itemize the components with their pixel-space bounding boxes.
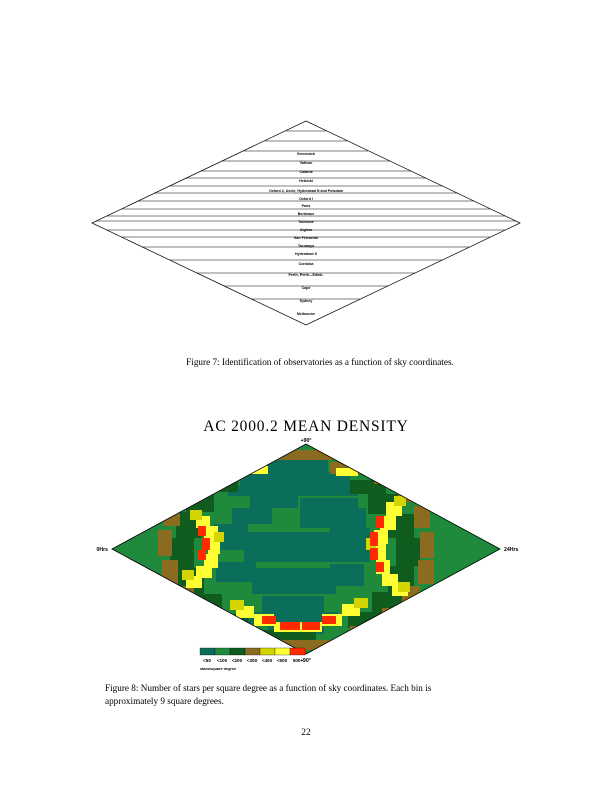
observatory-label: Helsinki — [299, 179, 313, 183]
legend-swatch — [245, 648, 260, 655]
observatory-label: San Fernando — [294, 236, 318, 240]
mean-density-skymap — [0, 436, 612, 676]
legend-label: <500 — [276, 658, 288, 663]
legend-label: <50 — [203, 658, 211, 663]
legend-swatch — [290, 648, 305, 655]
legend-label: <100 — [216, 658, 228, 663]
observatory-label: Cape — [301, 286, 311, 290]
page-number: 22 — [301, 728, 311, 738]
observatory-label: Perth, Perth—Edinb. — [288, 273, 324, 277]
density-map-body — [100, 436, 512, 676]
observatory-label: Bordeaux — [297, 212, 315, 216]
axis-label-left: 0Hrs — [96, 547, 108, 553]
axis-label-top: +90° — [300, 438, 312, 444]
figure-8-caption-line-1: Figure 8: Number of stars per square degree as a function of sky coordinates. Each bin is — [105, 683, 432, 693]
legend-swatch — [260, 648, 275, 655]
figure-8-container — [0, 436, 612, 676]
observatory-label: Algiers — [299, 228, 313, 232]
observatory-label: Cordoba — [298, 262, 314, 266]
observatory-label: Sydney — [299, 299, 313, 303]
density-legend — [200, 648, 305, 671]
figure-8-caption-line-2: approximately 9 square degrees. — [105, 696, 224, 706]
observatory-label: Hyderabad S — [295, 252, 317, 256]
figure-7-caption: Figure 7: Identification of observatories as a function of sky coordinates. — [186, 357, 454, 367]
legend-label: <300 — [246, 658, 258, 663]
figure-8-title: AC 2000.2 MEAN DENSITY — [203, 418, 409, 435]
axis-label-bottom: -90° — [301, 658, 311, 664]
legend-swatch — [215, 648, 230, 655]
legend-label: <400 — [261, 658, 273, 663]
observatory-label: Greenwich — [296, 152, 316, 156]
legend-swatch — [275, 648, 290, 655]
observatory-label: Toulouse — [298, 220, 314, 224]
legend-label: 500+ — [292, 658, 304, 663]
legend-label: <200 — [231, 658, 243, 663]
legend-unit-label: stars/square degree — [200, 667, 237, 671]
observatory-label: Vatican — [299, 161, 313, 165]
legend-swatch — [200, 648, 215, 655]
figure-7-container — [0, 118, 612, 333]
figure-8-caption — [105, 682, 510, 708]
observatory-label: Catania — [299, 170, 313, 174]
legend-swatch — [230, 648, 245, 655]
observatory-identification-chart — [0, 118, 612, 333]
observatory-label: Oxford 2, Uccle, Hyderabad N and Potsdam — [268, 189, 344, 193]
observatory-label: Oxford I — [299, 197, 313, 201]
axis-label-right: 24Hrs — [504, 547, 519, 553]
observatory-label: Paris — [301, 204, 311, 208]
observatory-label: Tacubaya — [297, 244, 315, 248]
observatory-label: Melbourne — [296, 312, 316, 316]
